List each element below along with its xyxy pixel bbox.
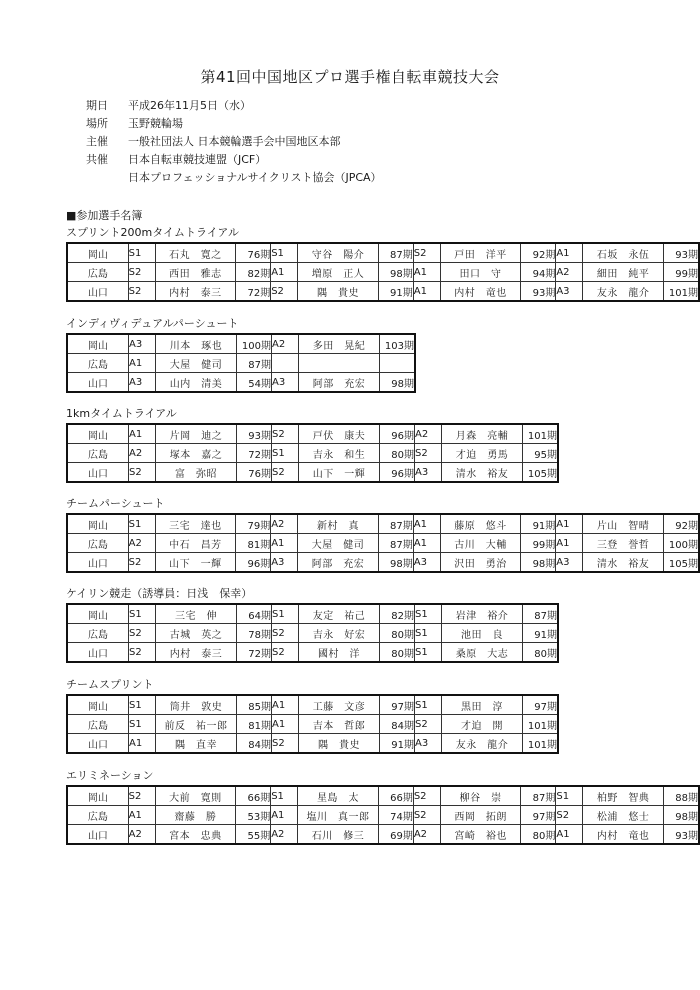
class-cell: S1 — [129, 604, 156, 624]
class-cell: A1 — [271, 263, 298, 282]
roster-table — [66, 694, 559, 754]
rider-name-cell: 黒田 淳 — [442, 695, 523, 715]
table-row — [67, 695, 558, 715]
rider-name-cell: 新村 真 — [298, 514, 379, 534]
class-cell: A1 — [272, 695, 299, 715]
class-cell: A1 — [556, 825, 583, 845]
rider-name-cell: 細田 純平 — [583, 263, 664, 282]
rider-name-cell: 清水 裕友 — [583, 553, 664, 573]
prefecture-cell: 広島 — [67, 806, 128, 825]
term-cell: 94期 — [521, 263, 556, 282]
rider-name-cell: 松浦 悠士 — [583, 806, 664, 825]
term-cell: 98期 — [521, 553, 556, 573]
class-cell: A3 — [271, 553, 298, 573]
class-cell: S2 — [556, 806, 583, 825]
table-row — [67, 282, 699, 302]
rider-name-cell: 藤原 悠斗 — [440, 514, 521, 534]
rider-name-cell: 大前 寛則 — [155, 786, 236, 806]
class-cell: S1 — [556, 786, 583, 806]
table-row — [67, 243, 699, 263]
prefecture-cell: 広島 — [67, 354, 129, 373]
term-cell: 82期 — [236, 263, 271, 282]
section — [66, 586, 559, 663]
term-cell: 101期 — [523, 734, 559, 754]
table-row — [67, 354, 415, 373]
class-cell: S1 — [272, 604, 299, 624]
table-row — [67, 825, 699, 845]
class-cell: S2 — [272, 734, 299, 754]
rider-name-cell: 隅 直幸 — [156, 734, 237, 754]
term-cell: 92期 — [521, 243, 556, 263]
prefecture-cell: 広島 — [67, 534, 128, 553]
term-cell: 80期 — [523, 643, 559, 663]
roster-table — [66, 423, 559, 483]
table-row — [67, 373, 415, 393]
class-cell: A3 — [272, 373, 299, 393]
rider-name-cell: 西岡 拓朗 — [440, 806, 521, 825]
prefecture-cell: 岡山 — [67, 334, 129, 354]
term-cell: 88期 — [664, 786, 699, 806]
table-row — [67, 334, 415, 354]
rider-name-cell: 多田 晃紀 — [299, 334, 380, 354]
rider-name-cell: 工藤 文彦 — [299, 695, 380, 715]
prefecture-cell: 山口 — [67, 734, 129, 754]
rider-name-cell: 大屋 健司 — [298, 534, 379, 553]
term-cell: 84期 — [237, 734, 272, 754]
rider-name-cell: 三宅 伸 — [156, 604, 237, 624]
term-cell: 87期 — [521, 786, 556, 806]
rider-name-cell: 宮崎 裕也 — [440, 825, 521, 845]
term-cell: 96期 — [380, 424, 415, 444]
section — [66, 496, 700, 573]
term-cell: 66期 — [378, 786, 413, 806]
section — [66, 225, 700, 302]
class-cell: A3 — [129, 334, 156, 354]
rider-name-cell: 田口 守 — [440, 263, 521, 282]
rider-name-cell: 片岡 迪之 — [156, 424, 237, 444]
info-venue-value: 玉野競輪場 — [128, 117, 183, 130]
prefecture-cell: 岡山 — [67, 786, 128, 806]
page-title: 第41回中国地区プロ選手権自転車競技大会 — [200, 68, 500, 86]
class-cell: A1 — [271, 534, 298, 553]
table-row — [67, 624, 558, 643]
class-cell: S2 — [129, 643, 156, 663]
class-cell: A3 — [415, 463, 442, 483]
roster-heading: ■参加選手名簿 — [66, 209, 143, 222]
term-cell: 101期 — [523, 424, 559, 444]
rider-name-cell: 友定 祐己 — [299, 604, 380, 624]
term-cell: 98期 — [378, 553, 413, 573]
rider-name-cell: 宮本 忠典 — [155, 825, 236, 845]
term-cell: 84期 — [380, 715, 415, 734]
roster-table — [66, 785, 700, 845]
class-cell: S1 — [272, 444, 299, 463]
rider-name-cell: 内村 泰三 — [156, 643, 237, 663]
term-cell — [380, 354, 416, 373]
rider-name-cell: 吉永 和生 — [299, 444, 380, 463]
term-cell: 80期 — [380, 643, 415, 663]
class-cell: A3 — [556, 282, 583, 302]
rider-name-cell: 國村 洋 — [299, 643, 380, 663]
prefecture-cell: 広島 — [67, 444, 129, 463]
class-cell: S2 — [413, 243, 440, 263]
table-row — [67, 643, 558, 663]
term-cell: 79期 — [236, 514, 271, 534]
term-cell: 91期 — [378, 282, 413, 302]
term-cell: 87期 — [378, 534, 413, 553]
term-cell: 74期 — [378, 806, 413, 825]
rider-name-cell: 戸田 洋平 — [440, 243, 521, 263]
info-date — [86, 97, 382, 115]
table-row — [67, 604, 558, 624]
term-cell: 76期 — [236, 243, 271, 263]
class-cell: A1 — [413, 263, 440, 282]
rider-name-cell: 隅 貴史 — [298, 282, 379, 302]
table-row — [67, 806, 699, 825]
class-cell: A1 — [556, 243, 583, 263]
info-venue — [86, 115, 382, 133]
info-cosponsor-value-2: 日本プロフェッショナルサイクリスト協会（JPCA） — [128, 171, 382, 184]
class-cell: A2 — [272, 334, 299, 354]
prefecture-cell: 山口 — [67, 282, 128, 302]
class-cell: A1 — [129, 354, 156, 373]
term-cell: 100期 — [663, 534, 699, 553]
term-cell: 101期 — [663, 282, 699, 302]
info-organizer-label: 主催 — [86, 135, 108, 148]
section — [66, 316, 416, 393]
class-cell: A1 — [413, 534, 440, 553]
rider-name-cell: 清水 裕友 — [442, 463, 523, 483]
class-cell: A1 — [556, 514, 583, 534]
roster-table — [66, 603, 559, 663]
class-cell: A1 — [271, 806, 298, 825]
class-cell: A1 — [129, 424, 156, 444]
class-cell: S2 — [128, 263, 155, 282]
rider-name-cell: 桑原 大志 — [442, 643, 523, 663]
class-cell: A3 — [129, 373, 156, 393]
prefecture-cell: 岡山 — [67, 604, 129, 624]
term-cell: 98期 — [380, 373, 416, 393]
prefecture-cell: 岡山 — [67, 243, 128, 263]
term-cell: 87期 — [378, 514, 413, 534]
term-cell: 101期 — [523, 715, 559, 734]
term-cell: 98期 — [378, 263, 413, 282]
info-date-label: 期日 — [86, 99, 108, 112]
class-cell: A2 — [271, 514, 298, 534]
term-cell: 69期 — [378, 825, 413, 845]
term-cell: 87期 — [237, 354, 272, 373]
rider-name-cell: 石坂 永伍 — [583, 243, 664, 263]
rider-name-cell: 富 弥昭 — [156, 463, 237, 483]
term-cell: 97期 — [523, 695, 559, 715]
rider-name-cell: 柏野 智典 — [583, 786, 664, 806]
term-cell: 91期 — [523, 624, 559, 643]
rider-name-cell: 才迫 勇馬 — [442, 444, 523, 463]
term-cell: 93期 — [237, 424, 272, 444]
term-cell: 82期 — [380, 604, 415, 624]
class-cell: S2 — [272, 643, 299, 663]
rider-name-cell: 月森 亮輔 — [442, 424, 523, 444]
rider-name-cell: 山内 清美 — [156, 373, 237, 393]
term-cell: 105期 — [663, 553, 699, 573]
class-cell: S2 — [415, 715, 442, 734]
class-cell: A3 — [415, 734, 442, 754]
class-cell: A3 — [556, 553, 583, 573]
prefecture-cell: 山口 — [67, 373, 129, 393]
class-cell: A2 — [413, 825, 440, 845]
term-cell: 72期 — [237, 643, 272, 663]
rider-name-cell: 石丸 寛之 — [155, 243, 236, 263]
class-cell: S2 — [129, 463, 156, 483]
rider-name-cell: 才迫 開 — [442, 715, 523, 734]
rider-name-cell: 戸伏 康夫 — [299, 424, 380, 444]
prefecture-cell: 広島 — [67, 715, 129, 734]
class-cell: A1 — [556, 534, 583, 553]
class-cell: S1 — [415, 695, 442, 715]
term-cell: 97期 — [521, 806, 556, 825]
table-row — [67, 715, 558, 734]
class-cell: S2 — [128, 786, 155, 806]
term-cell: 80期 — [380, 624, 415, 643]
prefecture-cell: 山口 — [67, 825, 128, 845]
class-cell — [272, 354, 299, 373]
class-cell: S2 — [128, 282, 155, 302]
term-cell: 81期 — [237, 715, 272, 734]
class-cell: S2 — [128, 553, 155, 573]
section-title: チームパーシュート — [66, 497, 165, 510]
rider-name-cell: 山下 一輝 — [299, 463, 380, 483]
rider-name-cell: 塩川 真一郎 — [298, 806, 379, 825]
class-cell: A1 — [413, 282, 440, 302]
term-cell: 93期 — [663, 243, 699, 263]
class-cell: A2 — [129, 444, 156, 463]
term-cell: 100期 — [237, 334, 272, 354]
table-row — [67, 444, 558, 463]
class-cell: A2 — [128, 825, 155, 845]
rider-name-cell: 塚本 嘉之 — [156, 444, 237, 463]
prefecture-cell: 岡山 — [67, 514, 128, 534]
section — [66, 677, 559, 754]
table-row — [67, 263, 699, 282]
rider-name-cell: 柳谷 崇 — [440, 786, 521, 806]
info-organizer — [86, 133, 382, 151]
class-cell: A1 — [129, 734, 156, 754]
rider-name-cell: 吉本 哲郎 — [299, 715, 380, 734]
term-cell: 53期 — [236, 806, 271, 825]
table-row — [67, 786, 699, 806]
rider-name-cell: 齋藤 勝 — [155, 806, 236, 825]
term-cell: 99期 — [521, 534, 556, 553]
rider-name-cell: 内村 竜也 — [440, 282, 521, 302]
table-row — [67, 463, 558, 483]
term-cell: 72期 — [236, 282, 271, 302]
rider-name-cell: 片山 智晴 — [583, 514, 664, 534]
term-cell: 87期 — [523, 604, 559, 624]
section-title: エリミネーション — [66, 769, 154, 782]
class-cell: A2 — [128, 534, 155, 553]
rider-name-cell: 沢田 勇治 — [440, 553, 521, 573]
section-title: チームスプリント — [66, 678, 154, 691]
term-cell: 80期 — [521, 825, 556, 845]
rider-name-cell: 三宅 達也 — [155, 514, 236, 534]
class-cell: A2 — [556, 263, 583, 282]
rider-name-cell: 増原 正人 — [298, 263, 379, 282]
term-cell: 103期 — [380, 334, 416, 354]
rider-name-cell: 阿部 充宏 — [298, 553, 379, 573]
term-cell: 66期 — [236, 786, 271, 806]
section — [66, 406, 559, 483]
class-cell: A1 — [272, 715, 299, 734]
class-cell: A1 — [128, 806, 155, 825]
class-cell: S2 — [129, 624, 156, 643]
rider-name-cell: 山下 一輝 — [155, 553, 236, 573]
class-cell: S1 — [415, 624, 442, 643]
rider-name-cell: 池田 良 — [442, 624, 523, 643]
rider-name-cell: 筒井 敦史 — [156, 695, 237, 715]
prefecture-cell: 広島 — [67, 624, 129, 643]
term-cell: 98期 — [664, 806, 699, 825]
prefecture-cell: 岡山 — [67, 424, 129, 444]
term-cell: 99期 — [663, 263, 699, 282]
class-cell: A2 — [415, 424, 442, 444]
section-title: インディヴィデュアルパーシュート — [66, 317, 239, 330]
class-cell: A1 — [413, 514, 440, 534]
rider-name-cell: 川本 琢也 — [156, 334, 237, 354]
class-cell: S2 — [272, 424, 299, 444]
rider-name-cell: 友永 龍介 — [583, 282, 664, 302]
class-cell: A2 — [271, 825, 298, 845]
info-cosponsor-value-1: 日本自転車競技連盟（JCF） — [128, 153, 267, 166]
section-title: 1kmタイムトライアル — [66, 407, 177, 420]
term-cell: 85期 — [237, 695, 272, 715]
roster-table — [66, 333, 416, 393]
prefecture-cell: 山口 — [67, 553, 128, 573]
table-row — [67, 514, 699, 534]
term-cell: 76期 — [237, 463, 272, 483]
rider-name-cell: 星島 太 — [298, 786, 379, 806]
class-cell: S1 — [271, 243, 298, 263]
section-title: スプリント200mタイムトライアル — [66, 226, 239, 239]
rider-name-cell: 三登 誉哲 — [583, 534, 664, 553]
rider-name-cell: 阿部 充宏 — [299, 373, 380, 393]
term-cell: 91期 — [380, 734, 415, 754]
rider-name-cell: 内村 竜也 — [583, 825, 664, 845]
section — [66, 768, 700, 845]
term-cell: 92期 — [663, 514, 699, 534]
class-cell: A3 — [413, 553, 440, 573]
table-row — [67, 553, 699, 573]
rider-name-cell: 前反 祐一郎 — [156, 715, 237, 734]
info-organizer-value: 一般社団法人 日本競輪選手会中国地区本部 — [128, 135, 341, 148]
info-cosponsor-label: 共催 — [86, 153, 108, 166]
roster-table — [66, 513, 700, 573]
prefecture-cell: 山口 — [67, 643, 129, 663]
term-cell: 93期 — [664, 825, 699, 845]
rider-name-cell — [299, 354, 380, 373]
term-cell: 93期 — [521, 282, 556, 302]
class-cell: S2 — [272, 463, 299, 483]
term-cell: 97期 — [380, 695, 415, 715]
rider-name-cell: 古城 英之 — [156, 624, 237, 643]
class-cell: S1 — [129, 695, 156, 715]
rider-name-cell: 友永 龍介 — [442, 734, 523, 754]
rider-name-cell: 石川 修三 — [298, 825, 379, 845]
rider-name-cell: 守谷 陽介 — [298, 243, 379, 263]
term-cell: 54期 — [237, 373, 272, 393]
term-cell: 96期 — [236, 553, 271, 573]
event-info — [86, 97, 382, 187]
class-cell: S2 — [413, 786, 440, 806]
table-row — [67, 734, 558, 754]
class-cell: S2 — [413, 806, 440, 825]
term-cell: 72期 — [237, 444, 272, 463]
class-cell: S2 — [271, 282, 298, 302]
info-venue-label: 場所 — [86, 117, 108, 130]
class-cell: S1 — [271, 786, 298, 806]
class-cell: S2 — [272, 624, 299, 643]
prefecture-cell: 岡山 — [67, 695, 129, 715]
term-cell: 55期 — [236, 825, 271, 845]
table-row — [67, 534, 699, 553]
term-cell: 105期 — [523, 463, 559, 483]
rider-name-cell: 古川 大輔 — [440, 534, 521, 553]
info-date-value: 平成26年11月5日（水） — [128, 99, 251, 112]
class-cell: S1 — [128, 243, 155, 263]
rider-name-cell: 隅 貴史 — [299, 734, 380, 754]
class-cell: S2 — [415, 444, 442, 463]
rider-name-cell: 中石 昌芳 — [155, 534, 236, 553]
roster-table — [66, 242, 700, 302]
class-cell: S1 — [415, 604, 442, 624]
term-cell: 81期 — [236, 534, 271, 553]
info-cosponsor — [86, 151, 382, 169]
class-cell: S1 — [129, 715, 156, 734]
rider-name-cell: 岩津 裕介 — [442, 604, 523, 624]
class-cell: S1 — [415, 643, 442, 663]
prefecture-cell: 広島 — [67, 263, 128, 282]
term-cell: 78期 — [237, 624, 272, 643]
term-cell: 87期 — [378, 243, 413, 263]
term-cell: 64期 — [237, 604, 272, 624]
rider-name-cell: 内村 泰三 — [155, 282, 236, 302]
term-cell: 80期 — [380, 444, 415, 463]
rider-name-cell: 吉永 好宏 — [299, 624, 380, 643]
term-cell: 91期 — [521, 514, 556, 534]
table-row — [67, 424, 558, 444]
rider-name-cell: 西田 雅志 — [155, 263, 236, 282]
class-cell: S1 — [128, 514, 155, 534]
section-title: ケイリン競走（誘導員：日浅 保幸） — [66, 587, 253, 600]
rider-name-cell: 大屋 健司 — [156, 354, 237, 373]
term-cell: 96期 — [380, 463, 415, 483]
term-cell: 95期 — [523, 444, 559, 463]
prefecture-cell: 山口 — [67, 463, 129, 483]
